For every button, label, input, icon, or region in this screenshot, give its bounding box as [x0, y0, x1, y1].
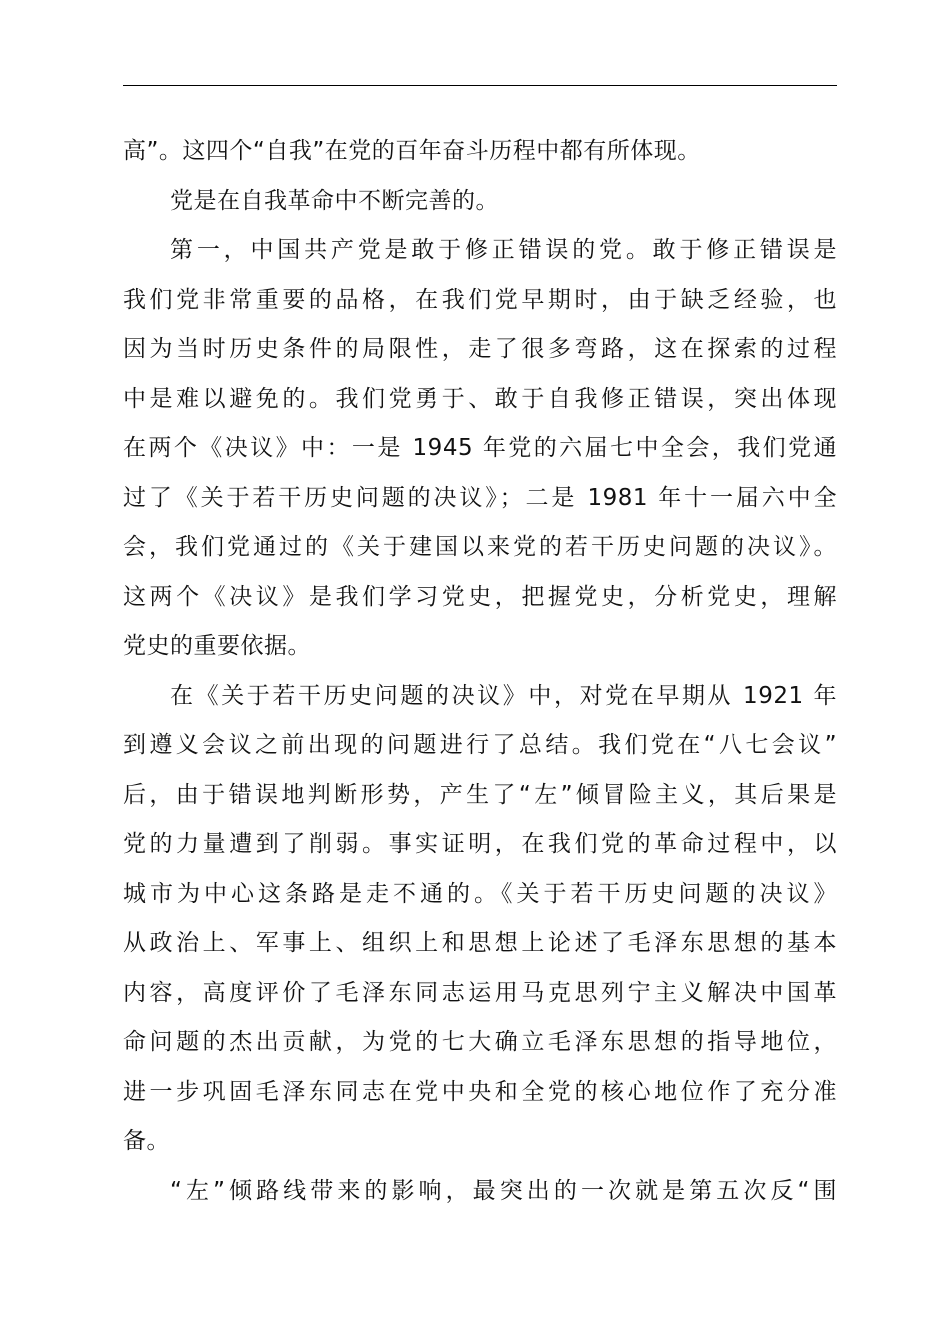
- text-line: 城市为中心这条路是走不通的。《关于若干历史问题的决议》: [123, 880, 837, 907]
- text-line: 党史的重要依据。: [123, 633, 311, 659]
- text-line: 会，我们党通过的《关于建国以来党的若干历史问题的决议》。: [123, 534, 837, 560]
- text-line: 第一，中国共产党是敢于修正错误的党。敢于修正错误是: [170, 237, 837, 263]
- text-line: 到遵义会议之前出现的问题进行了总结。我们党在“八七会议”: [123, 732, 837, 758]
- text-line: 高”。这四个“自我”在党的百年奋斗历程中都有所体现。: [123, 138, 701, 164]
- text-line: 进一步巩固毛泽东同志在党中央和全党的核心地位作了充分准: [123, 1078, 837, 1105]
- text-line: 内容，高度评价了毛泽东同志运用马克思列宁主义解决中国革: [123, 979, 837, 1006]
- header-rule: [123, 85, 837, 86]
- text-line: 党的力量遭到了削弱。事实证明，在我们党的革命过程中，以: [123, 831, 837, 857]
- text-line: “左”倾路线带来的影响，最突出的一次就是第五次反“围: [170, 1177, 837, 1204]
- text-line: 因为当时历史条件的局限性，走了很多弯路，这在探索的过程: [123, 336, 837, 362]
- text-line: 备。: [123, 1128, 170, 1154]
- text-line: 在两个《决议》中：一是 1945 年党的六届七中全会，我们党通: [123, 435, 837, 461]
- text-line: 过了《关于若干历史问题的决议》；二是 1981 年十一届六中全: [123, 484, 837, 511]
- text-line: 这两个《决议》是我们学习党史，把握党史，分析党史，理解: [123, 583, 837, 610]
- text-line: 中是难以避免的。我们党勇于、敢于自我修正错误，突出体现: [123, 385, 837, 412]
- text-line: 在《关于若干历史问题的决议》中，对党在早期从 1921 年: [170, 682, 837, 709]
- page-body: [123, 127, 837, 1216]
- text-line: 命问题的杰出贡献，为党的七大确立毛泽东思想的指导地位，: [123, 1029, 837, 1055]
- text-line: 我们党非常重要的品格，在我们党早期时，由于缺乏经验，也: [123, 286, 837, 313]
- text-line: 从政治上、军事上、组织上和思想上论述了毛泽东思想的基本: [123, 930, 837, 956]
- text-line: 后，由于错误地判断形势，产生了“左”倾冒险主义，其后果是: [123, 781, 837, 808]
- text-line: 党是在自我革命中不断完善的。: [170, 187, 499, 214]
